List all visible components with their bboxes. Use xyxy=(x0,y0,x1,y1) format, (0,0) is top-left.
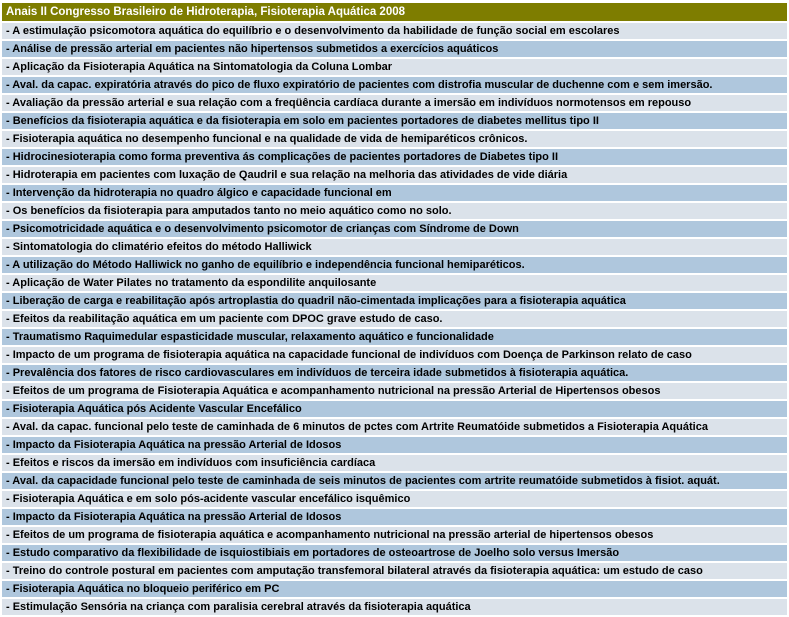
list-item: - Avaliação da pressão arterial e sua relação com a freqüência cardíaca durante a imersão em indivíduos normotensos em repouso xyxy=(2,95,787,111)
list-item: - Traumatismo Raquimedular espasticidade muscular, relaxamento aquático e funcionalidade xyxy=(2,329,787,345)
list-item: - Hidroterapia em pacientes com luxação de Qaudril e sua relação na melhoria das atividades de vide diária xyxy=(2,167,787,183)
list-item: - Efeitos de um programa de Fisioterapia Aquática e acompanhamento nutricional na pressão Arterial de Hipertensos obesos xyxy=(2,383,787,399)
list-item: - Impacto da Fisioterapia Aquática na pressão Arterial de Idosos xyxy=(2,509,787,525)
list-item: - Aval. da capac. expiratória através do pico de fluxo expiratório de pacientes com distrofia muscular de duchenne com e sem imersão. xyxy=(2,77,787,93)
congress-paper-list xyxy=(2,23,787,615)
list-item: - Efeitos da reabilitação aquática em um paciente com DPOC grave estudo de caso. xyxy=(2,311,787,327)
list-item: - Aval. da capac. funcional pelo teste de caminhada de 6 minutos de pctes com Artrite Reumatóide submetidos a Fisioterapia Aquática xyxy=(2,419,787,435)
list-item: - Liberação de carga e reabilitação após artroplastia do quadril não-cimentada implicações para a fisioterapia aquática xyxy=(2,293,787,309)
list-item: - Aplicação de Water Pilates no tratamento da espondilite anquilosante xyxy=(2,275,787,291)
list-item: - Estimulação Sensória na criança com paralisia cerebral através da fisioterapia aquática xyxy=(2,599,787,615)
list-item: - Benefícios da fisioterapia aquática e da fisioterapia em solo em pacientes portadores de diabetes mellitus tipo II xyxy=(2,113,787,129)
list-item: - A utilização do Método Halliwick no ganho de equilíbrio e independência funcional hemiparéticos. xyxy=(2,257,787,273)
list-item: - Impacto de um programa de fisioterapia aquática na capacidade funcional de indivíduos com Doença de Parkinson relato de caso xyxy=(2,347,787,363)
list-item: - Efeitos de um programa de fisioterapia aquática e acompanhamento nutricional na pressão arterial de hipertensos obesos xyxy=(2,527,787,543)
list-item: - Estudo comparativo da flexibilidade de isquiostibiais em portadores de osteoartrose de Joelho solo versus Imersão xyxy=(2,545,787,561)
list-item: - Fisioterapia Aquática e em solo pós-acidente vascular encefálico isquêmico xyxy=(2,491,787,507)
list-item: - Os benefícios da fisioterapia para amputados tanto no meio aquático como no solo. xyxy=(2,203,787,219)
list-item: - Fisioterapia aquática no desempenho funcional e na qualidade de vida de hemiparéticos crônicos. xyxy=(2,131,787,147)
list-item: - Aval. da capacidade funcional pelo teste de caminhada de seis minutos de pacientes com artrite reumatóide submetidos à fisiot. aquát. xyxy=(2,473,787,489)
list-item: - Aplicação da Fisioterapia Aquática na Sintomatologia da Coluna Lombar xyxy=(2,59,787,75)
list-item: - Fisioterapia Aquática no bloqueio periférico em PC xyxy=(2,581,787,597)
list-item: - Análise de pressão arterial em pacientes não hipertensos submetidos a exercícios aquáticos xyxy=(2,41,787,57)
list-item: - Psicomotricidade aquática e o desenvolvimento psicomotor de crianças com Síndrome de Down xyxy=(2,221,787,237)
list-header-title: Anais II Congresso Brasileiro de Hidroterapia, Fisioterapia Aquática 2008 xyxy=(2,3,787,21)
list-item: - Intervenção da hidroterapia no quadro álgico e capacidade funcional em xyxy=(2,185,787,201)
list-item: - A estimulação psicomotora aquática do equilíbrio e o desenvolvimento da habilidade de função social em escolares xyxy=(2,23,787,39)
list-item: - Hidrocinesioterapia como forma preventiva ás complicações de pacientes portadores de Diabetes tipo II xyxy=(2,149,787,165)
list-item: - Impacto da Fisioterapia Aquática na pressão Arterial de Idosos xyxy=(2,437,787,453)
list-item: - Efeitos e riscos da imersão em indivíduos com insuficiência cardíaca xyxy=(2,455,787,471)
list-item: - Prevalência dos fatores de risco cardiovasculares em indivíduos de terceira idade submetidos à fisioterapia aquática. xyxy=(2,365,787,381)
list-item: - Treino do controle postural em pacientes com amputação transfemoral bilateral através da fisioterapia aquática: um estudo de caso xyxy=(2,563,787,579)
list-item: - Fisioterapia Aquática pós Acidente Vascular Encefálico xyxy=(2,401,787,417)
list-item: - Sintomatologia do climatério efeitos do método Halliwick xyxy=(2,239,787,255)
